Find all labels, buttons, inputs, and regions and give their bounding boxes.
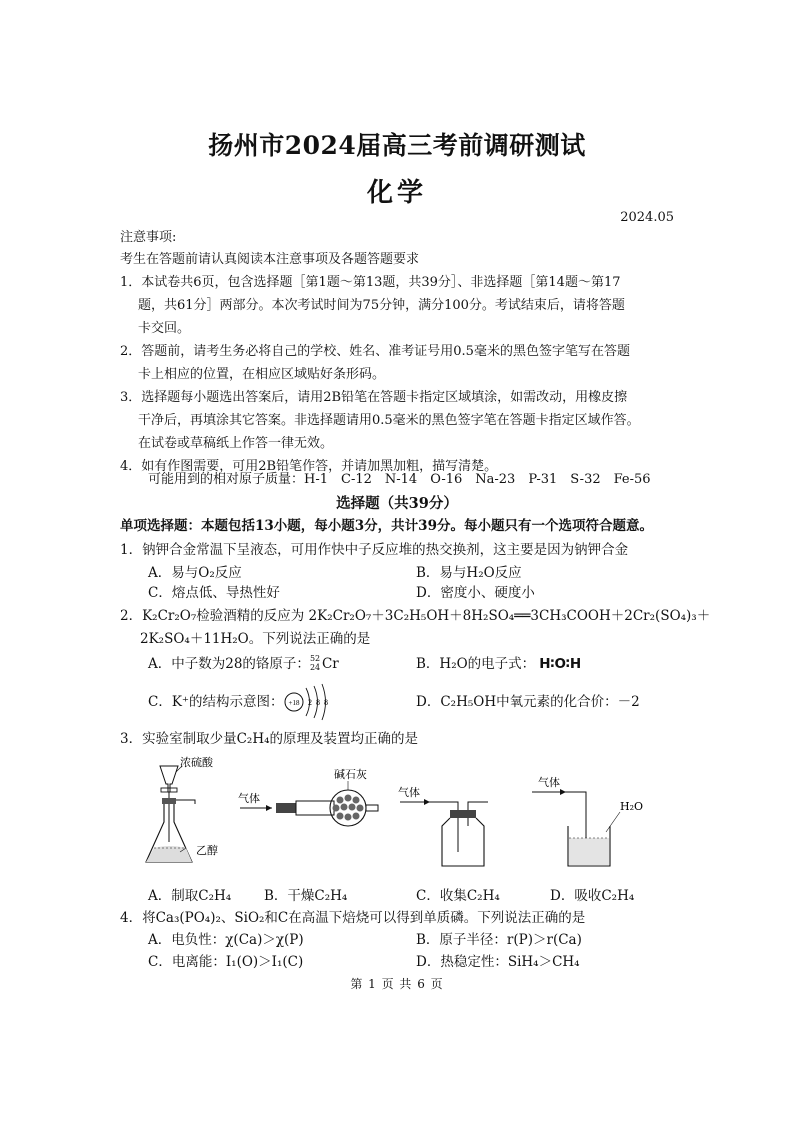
q2-option-c-text: C．K⁺的结构示意图： [148,694,284,710]
q2-option-b [416,654,581,674]
q2-option-a [148,654,339,674]
stopcock [161,788,177,792]
notice-item-1-line-3: 卡交回。 [138,321,191,336]
q2-stem-line-1: 2．K₂Cr₂O₇检验酒精的反应为 2K₂Cr₂O₇＋3C₂H₅OH＋8H₂SO₄══3CH₃COOH＋2Cr₂(SO₄)₃＋ [120,608,711,624]
q2-option-d: D．C₂H₅OH中氧元素的化合价：－2 [416,694,640,710]
outlet-tube [366,805,378,811]
ethanol-label: 乙醇 [196,844,218,857]
nucleus-charge: +18 [288,699,300,707]
q4-option-b: B．原子半径：r(P)＞r(Ca) [416,932,582,948]
gas-arrowhead-c [424,799,430,805]
q4-option-c: C．电离能：I₁(O)＞I₁(C) [148,954,304,970]
notice-item-2-line-2: 卡上相应的位置，在相应区域贴好条形码。 [138,367,386,382]
soda-lime-granules [333,795,364,821]
notice-intro: 考生在答题前请认真阅读本注意事项及各题答题要求 [120,252,420,267]
q3-option-a: A．制取C₂H₄ [148,888,232,904]
q2-stem-line-2: 2K₂SO₄＋11H₂O。下列说法正确的是 [140,631,371,647]
q4-option-d: D．热稳定性：SiH₄＞CH₄ [416,954,580,970]
electron-formula: H∶O∶H [539,656,582,672]
gas-arrowhead-d [560,789,566,795]
atomic-number: 24 [309,662,321,672]
apparatus-a-ethylene-generator [140,752,240,872]
shell-2-electrons: 8 [316,698,320,707]
page-title: 扬州市2024届高三考前调研测试 [208,131,586,160]
tube-body [296,801,334,815]
element-symbol: Cr [321,656,339,672]
notice-item-3-line-3: 在试卷或草稿纸上作答一律无效。 [138,436,334,451]
collection-bottle [442,818,484,866]
q4-option-a: A．电负性：χ(Ca)＞χ(P) [148,932,304,948]
soda-lime-label: 碱石灰 [334,768,367,781]
page-footer: 第 1 页 共 6 页 [350,977,444,991]
gas-label-b: 气体 [238,792,260,805]
gas-arrowhead-b [266,805,272,811]
apparatus-d-water-beaker [528,772,648,868]
rubber-stopper-b [276,803,296,813]
section-title: 选择题（共39分） [336,495,458,512]
notice-item-3-line-1: 3．选择题每小题选出答案后，请用2B铅笔在答题卡指定区域填涂，如需改动，用橡皮擦 [120,390,628,405]
exam-date: 2024.05 [620,210,674,225]
q3-option-b: B．干燥C₂H₄ [264,888,348,904]
q3-stem: 3．实验室制取少量C₂H₄的原理及装置均正确的是 [120,731,419,747]
q1-option-d: D．密度小、硬度小 [416,585,535,601]
stopper-c [450,810,476,818]
shell-3-electrons: 8 [324,698,328,707]
q3-option-c: C．收集C₂H₄ [416,888,500,904]
notice-heading: 注意事项: [120,230,177,245]
gas-label-c: 气体 [398,786,420,799]
nuclide-notation [309,653,322,672]
inlet-tube-c [430,802,458,852]
section-instruction: 单项选择题：本题包括13小题，每小题3分，共计39分。每小题只有一个选项符合题意。 [120,518,653,534]
q1-option-c: C．熔点低、导热性好 [148,585,280,601]
apparatus-b-drying-tube [236,766,386,846]
water-label: H₂O [620,800,644,813]
apparatus-c-gas-bottle [396,782,496,872]
notice-item-2-line-1: 2．答题前，请考生务必将自己的学校、姓名、准考证号用0.5毫米的黑色签字笔写在答题 [120,344,630,359]
q4-stem: 4．将Ca₃(PO₄)₂、SiO₂和C在高温下焙烧可以得到单质磷。下列说法正确的是 [120,910,586,926]
notice-item-1-line-1: 1．本试卷共6页，包含选择题［第1题～第13题，共39分］、非选择题［第14题～第17 [120,275,621,290]
atomic-masses: 可能用到的相对原子质量：H-1 C-12 N-14 O-16 Na-23 P-31 S-32 Fe-56 [148,472,651,487]
notice-item-4: 4．如有作图需要，可用2B铅笔作答，并请加黑加粗，描写清楚。 [120,459,498,474]
notice-item-1-line-2: 题，共61分］两部分。本次考试时间为75分钟，满分100分。考试结束后，请将答题 [138,298,625,313]
notice-item-3-line-2: 干净后，再填涂其它答案。非选择题请用0.5毫米的黑色签字笔在答题卡指定区域作答。 [138,413,640,428]
q1-stem: 1．钠钾合金常温下呈液态，可用作快中子反应堆的热交换剂，这主要是因为钠钾合金 [120,542,629,558]
water-label-line [606,812,620,832]
q1-option-a: A．易与O₂反应 [148,565,242,581]
shell-1-electrons: 2 [308,698,312,707]
water [569,838,609,865]
q1-option-b: B．易与H₂O反应 [416,565,522,581]
side-tube [176,800,195,804]
mass-number: 52 [309,653,321,663]
acid-label: 浓硫酸 [180,756,213,769]
stopper [162,798,176,804]
gas-label-d: 气体 [538,776,560,789]
subject-title: 化学 [366,178,427,208]
q2-option-b-text: B．H₂O的电子式： [416,656,536,672]
q3-option-d: D．吸收C₂H₄ [550,888,635,904]
q2-option-a-text: A．中子数为28的铬原子： [148,656,310,672]
potassium-ion-structure-diagram [284,680,344,724]
